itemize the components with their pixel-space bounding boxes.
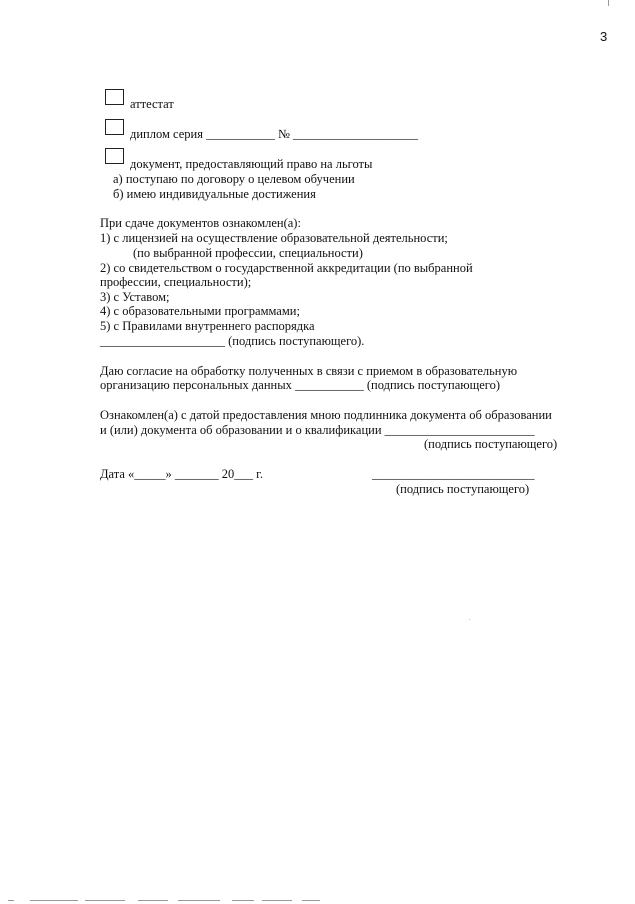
acknowledged-line: и (или) документа об образовании и о квалификации ________________________ bbox=[100, 423, 535, 437]
familiar-line: 4) с образовательными программами; bbox=[100, 304, 300, 318]
consent-line: Даю согласие на обработку полученных в связи с приемом в образовательную bbox=[100, 364, 518, 378]
signature-caption: (подпись поступающего) bbox=[396, 482, 530, 496]
checkbox-label-attestat: аттестат bbox=[130, 97, 174, 111]
scan-mark bbox=[608, 0, 609, 6]
checkbox-label-privilege-document: документ, предоставляющий право на льготы bbox=[130, 157, 373, 171]
familiar-line: профессии, специальности); bbox=[100, 275, 252, 289]
signature-blank: __________________________ bbox=[372, 467, 535, 481]
sub-item-target-contract: а) поступаю по договору о целевом обучении bbox=[113, 172, 355, 186]
sub-item-achievements: б) имею индивидуальные достижения bbox=[113, 187, 316, 201]
familiar-signature-line: ____________________ (подпись поступающего). bbox=[100, 334, 365, 348]
checkbox-diploma[interactable] bbox=[105, 119, 124, 135]
familiar-line: (по выбранной профессии, специальности) bbox=[133, 246, 363, 260]
checkbox-label-diploma: диплом серия ___________ № ____________________ bbox=[130, 127, 419, 141]
familiar-line: 1) с лицензией на осуществление образовательной деятельности; bbox=[100, 231, 448, 245]
date-line: Дата «_____» _______ 20___ г. bbox=[100, 467, 264, 481]
familiar-heading: При сдаче документов ознакомлен(а): bbox=[100, 216, 301, 230]
familiar-line: 2) со свидетельством о государственной аккредитации (по выбранной bbox=[100, 261, 473, 275]
consent-line: организацию персональных данных ___________ (подпись поступающего) bbox=[100, 378, 501, 392]
familiar-line: 3) с Уставом; bbox=[100, 290, 170, 304]
checkbox-attestat[interactable] bbox=[105, 89, 124, 105]
checkbox-privilege-document[interactable] bbox=[105, 148, 124, 164]
scan-edge-marks bbox=[0, 898, 635, 904]
familiar-line: 5) с Правилами внутреннего распорядка bbox=[100, 319, 315, 333]
scan-speck bbox=[469, 619, 470, 620]
acknowledged-line: Ознакомлен(а) с датой предоставления мною подлинника документа об образовании bbox=[100, 408, 552, 422]
acknowledged-signature-caption: (подпись поступающего) bbox=[424, 437, 558, 451]
page-number: 3 bbox=[600, 29, 608, 44]
